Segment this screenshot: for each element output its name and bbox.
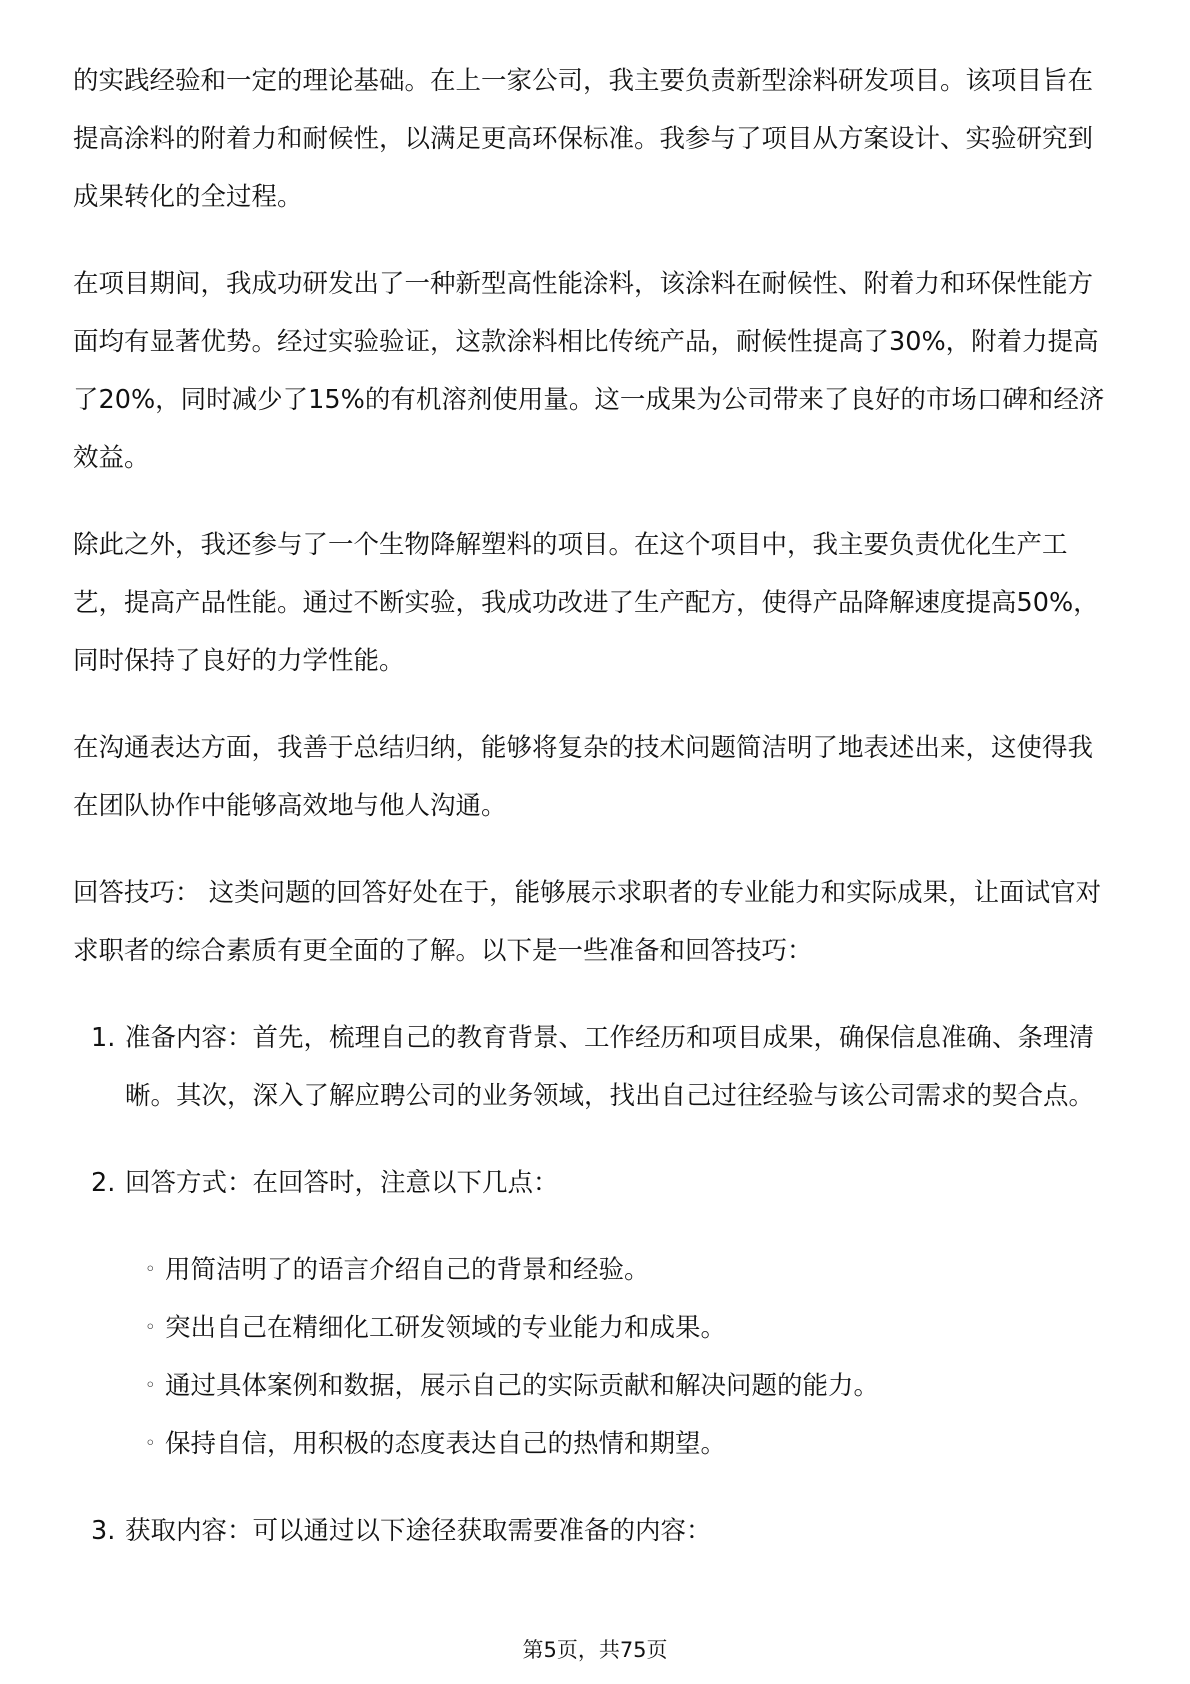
paragraph: 在沟通表达方面，我善于总结归纳，能够将复杂的技术问题简洁明了地表述出来，这使得我在团队协作中能够高效地与他人沟通。 (73, 733, 1094, 821)
answer-tips-paragraph: 回答技巧： 这类问题的回答好处在于，能够展示求职者的专业能力和实际成果，让面试官对求职者的综合素质有更全面的了解。以下是一些准备和回答技巧： (73, 878, 1102, 966)
sub-bullet-text: 通过具体案例和数据，展示自己的实际贡献和解决问题的能力。 (165, 1371, 880, 1401)
sub-bullet-item (125, 1415, 1118, 1473)
list-text: 回答方式：在回答时，注意以下几点： (125, 1168, 559, 1198)
sub-bullet-text: 用简洁明了的语言介绍自己的背景和经验。 (165, 1255, 650, 1285)
list-text: 获取内容：可以通过以下途径获取需要准备的内容： (125, 1516, 712, 1546)
bullet-icon: ◦ (145, 1259, 156, 1280)
sub-bullet-item (125, 1299, 1118, 1357)
sub-bullet-item (125, 1357, 1118, 1415)
list-number: 2. (91, 1168, 116, 1198)
sub-bullet-text: 突出自己在精细化工研发领域的专业能力和成果。 (165, 1313, 727, 1343)
list-number: 1. (91, 1023, 116, 1053)
paragraph: 除此之外，我还参与了一个生物降解塑料的项目。在这个项目中，我主要负责优化生产工艺，提高产品性能。通过不断实验，我成功改进了生产配方，使得产品降解速度提高50%，同时保持了良好的力学性能。 (73, 530, 1099, 676)
list-item (73, 1154, 1118, 1473)
document-body (73, 52, 1118, 1589)
list-item (73, 1502, 1118, 1560)
list-text: 准备内容：首先，梳理自己的教育背景、工作经历和项目成果，确保信息准确、条理清晰。其次，深入了解应聘公司的业务领域，找出自己过往经验与该公司需求的契合点。 (125, 1023, 1095, 1111)
paragraph: 的实践经验和一定的理论基础。在上一家公司，我主要负责新型涂料研发项目。该项目旨在提高涂料的附着力和耐候性，以满足更高环保标准。我参与了项目从方案设计、实验研究到成果转化的全过程。 (73, 66, 1094, 212)
bullet-icon: ◦ (145, 1375, 156, 1396)
sub-bullet-text: 保持自信，用积极的态度表达自己的热情和期望。 (165, 1429, 727, 1459)
bullet-icon: ◦ (145, 1433, 156, 1454)
bullet-icon: ◦ (145, 1317, 156, 1338)
page-footer: 第5页，共75页 (522, 1638, 668, 1662)
sub-bullet-list (125, 1241, 1118, 1473)
paragraph: 在项目期间，我成功研发出了一种新型高性能涂料，该涂料在耐候性、附着力和环保性能方面均有显著优势。经过实验验证，这款涂料相比传统产品，耐候性提高了30%，附着力提高了20%，同时减少了15%的有机溶剂使用量。这一成果为公司带来了良好的市场口碑和经济效益。 (73, 269, 1105, 473)
sub-bullet-item (125, 1241, 1118, 1299)
list-item (73, 1009, 1118, 1125)
list-number: 3. (91, 1516, 116, 1546)
